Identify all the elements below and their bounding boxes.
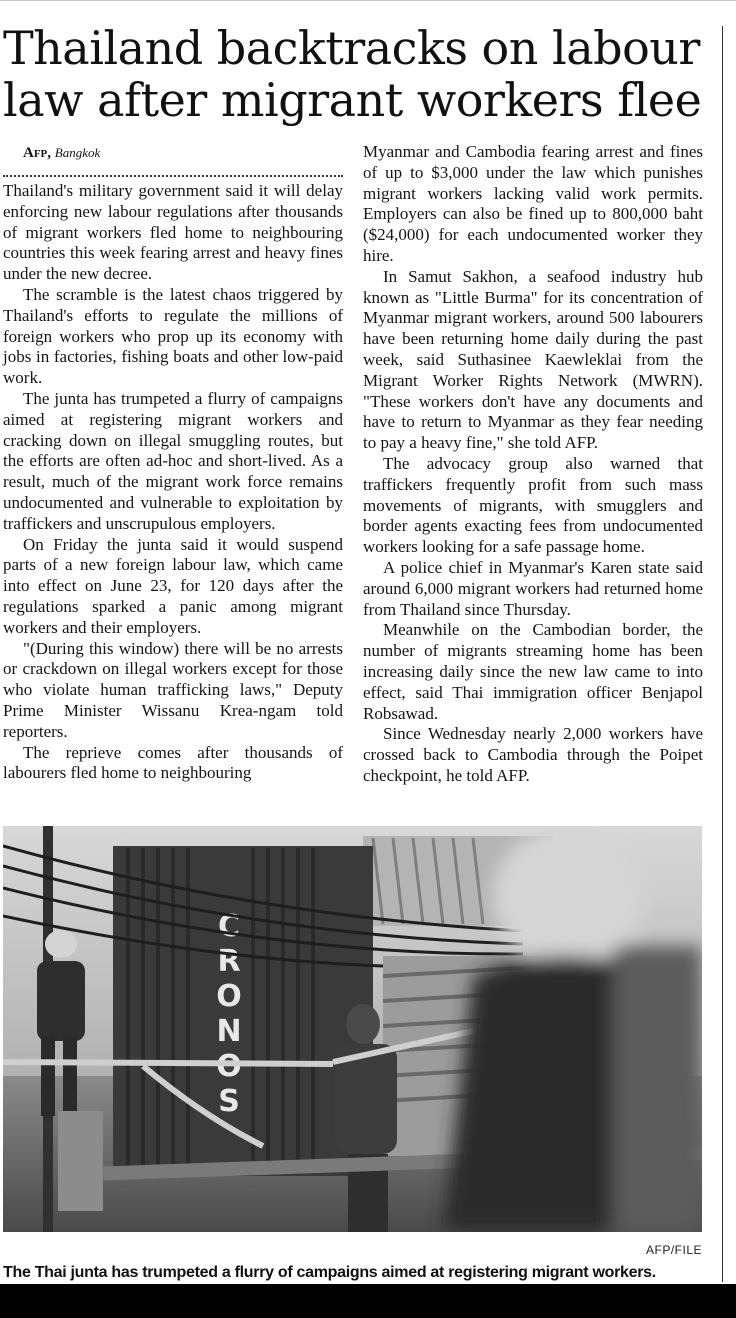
container-letter: C: [217, 909, 241, 944]
container-letter: S: [218, 1084, 240, 1119]
column-rule: [722, 26, 723, 1282]
article-column-right: [363, 142, 703, 787]
byline-place: Bangkok: [54, 145, 101, 160]
paragraph-2: The scramble is the latest chaos triggered by Thailand's efforts to regulate the millions of foreign workers who prop up its economy with jobs in factories, fishing boats and other low-paid work.: [3, 284, 343, 388]
paragraph-7: In Samut Sakhon, a seafood industry hub known as "Little Burma" for its concentration of Myanmar migrant workers, around 500 labourers have been returning home daily during the past week, said Suthasinee Kaewleklai from the Migrant Worker Rights Network (MWRN). "These workers don't have any documents and have to return to Myanmar as they fear needing to pay a heavy fine," she told AFP.: [363, 266, 703, 453]
paragraph-3: The junta has trumpeted a flurry of campaigns aimed at registering migrant workers and cracking down on illegal smuggling routes, but the efforts are often ad-hoc and short-lived. As a result, much of the migrant work force remains undocumented and vulnerable to exploitation by traffickers and unscrupulous employers.: [3, 388, 343, 533]
paragraph-11: Since Wednesday nearly 2,000 workers have crossed back to Cambodia through the Poipet checkpoint, he told AFP.: [363, 724, 703, 785]
container-letter: O: [216, 979, 242, 1014]
paragraph-8: The advocacy group also warned that traffickers frequently profit from such mass movements of migrants, with smugglers and border agents exacting fees from undocumented workers looking for a safe passage home.: [363, 453, 703, 557]
paragraph-4: On Friday the junta said it would suspend parts of a new foreign labour law, which came into effect on June 23, for 120 days after the regulations sparked a panic among migrant workers and their employers.: [3, 534, 343, 637]
paragraph-6-end: Myanmar and Cambodia fearing arrest and fines of up to $3,000 under the law which punishes migrant workers lacking valid work permits. Employers can also be fined up to 800,000 baht ($24,000) for each undocumented worker they hire.: [363, 142, 703, 265]
top-border: [0, 0, 736, 1]
container-letter: R: [217, 944, 241, 979]
byline-divider: [3, 163, 343, 177]
news-photo: [3, 826, 702, 1232]
headline: Thailand backtracks on labour law after migrant workers flee: [3, 21, 702, 127]
photo-credit: AFP/FILE: [645, 1243, 702, 1257]
article-column-left: [3, 143, 343, 784]
paragraph-5: "(During this window) there will be no arrests or crackdown on illegal workers except for those who violate human trafficking laws," Deputy Prime Minister Wissanu Krea-ngam told reporters.: [3, 638, 343, 741]
paragraph-9: A police chief in Myanmar's Karen state said around 6,000 migrant workers had returned home from Thailand since Thursday.: [363, 557, 703, 619]
paragraph-6-start: The reprieve comes after thousands of labourers fled home to neighbouring: [3, 742, 343, 783]
container-letter: O: [216, 1049, 242, 1084]
byline-agency: Afp,: [23, 145, 52, 161]
byline: [3, 143, 343, 163]
container-letter: N: [216, 1014, 242, 1049]
paragraph-10: Meanwhile on the Cambodian border, the number of migrants streaming home has been increasing daily since the new law came to into effect, said Thai immigration officer Benjapol Robsawad.: [363, 620, 703, 723]
bottom-bar: [0, 1284, 736, 1318]
photo-caption: The Thai junta has trumpeted a flurry of campaigns aimed at registering migrant workers.: [3, 1264, 656, 1281]
photo-illustration: [3, 826, 702, 1232]
paragraph-1: Thailand's military government said it will delay enforcing new labour regulations after thousands of migrant workers fled home to neighbouring countries this week fearing arrest and heavy fines under the new decree.: [3, 181, 343, 284]
